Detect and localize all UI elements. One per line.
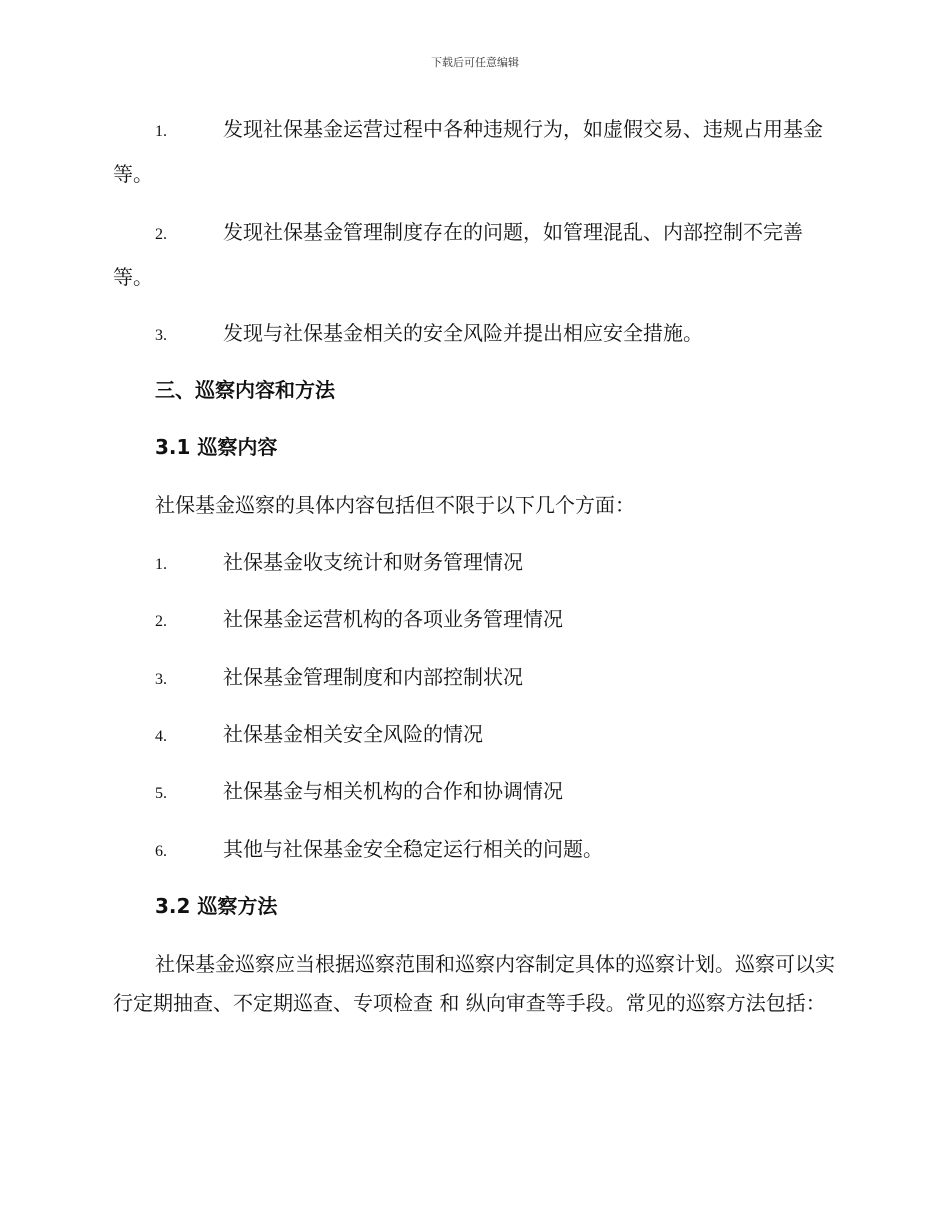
list-number: 1. bbox=[155, 123, 167, 140]
list-text: 社保基金管理制度和内部控制状况 bbox=[223, 665, 523, 689]
list-item bbox=[113, 108, 838, 195]
list-text: 发现社保基金运营过程中各种违规行为，如虚假交易、违规占用基金等。 bbox=[113, 117, 823, 186]
list-number: 3. bbox=[155, 671, 167, 688]
method-paragraph: 社保基金巡察应当根据巡察范围和巡察内容制定具体的巡察计划。巡察可以实行定期抽查、不定期巡查、专项检查 和 纵向审查等手段。常见的巡察方法包括： bbox=[113, 952, 835, 1015]
subsection-heading: 3.1 巡察内容 bbox=[155, 435, 278, 459]
list-item bbox=[113, 312, 838, 357]
list-text: 社保基金与相关机构的合作和协调情况 bbox=[223, 779, 563, 803]
list-number: 1. bbox=[155, 556, 167, 573]
list-number: 4. bbox=[155, 728, 167, 745]
list-number: 5. bbox=[155, 785, 167, 802]
list-number: 6. bbox=[155, 843, 167, 860]
section-heading: 三、巡察内容和方法 bbox=[155, 378, 335, 402]
list-item bbox=[113, 541, 838, 586]
list-text: 社保基金收支统计和财务管理情况 bbox=[223, 550, 523, 574]
list-text: 其他与社保基金安全稳定运行相关的问题。 bbox=[223, 837, 603, 861]
subsection-heading: 3.2 巡察方法 bbox=[155, 894, 278, 918]
list-text: 社保基金相关安全风险的情况 bbox=[223, 722, 483, 746]
list-text: 社保基金运营机构的各项业务管理情况 bbox=[223, 607, 563, 631]
list-item bbox=[113, 770, 838, 815]
list-text: 发现与社保基金相关的安全风险并提出相应安全措施。 bbox=[223, 321, 703, 345]
list-number: 2. bbox=[155, 613, 167, 630]
list-item bbox=[113, 598, 838, 643]
list-item bbox=[113, 713, 838, 758]
page-header: 下载后可任意编辑 bbox=[431, 56, 519, 69]
list-item bbox=[113, 828, 838, 873]
list-item bbox=[113, 656, 838, 701]
list-item bbox=[113, 211, 838, 298]
list-text: 发现社保基金管理制度存在的问题，如管理混乱、内部控制不完善等。 bbox=[113, 220, 803, 289]
intro-paragraph: 社保基金巡察的具体内容包括但不限于以下几个方面： bbox=[155, 493, 635, 517]
list-number: 3. bbox=[155, 327, 167, 344]
list-number: 2. bbox=[155, 226, 167, 243]
